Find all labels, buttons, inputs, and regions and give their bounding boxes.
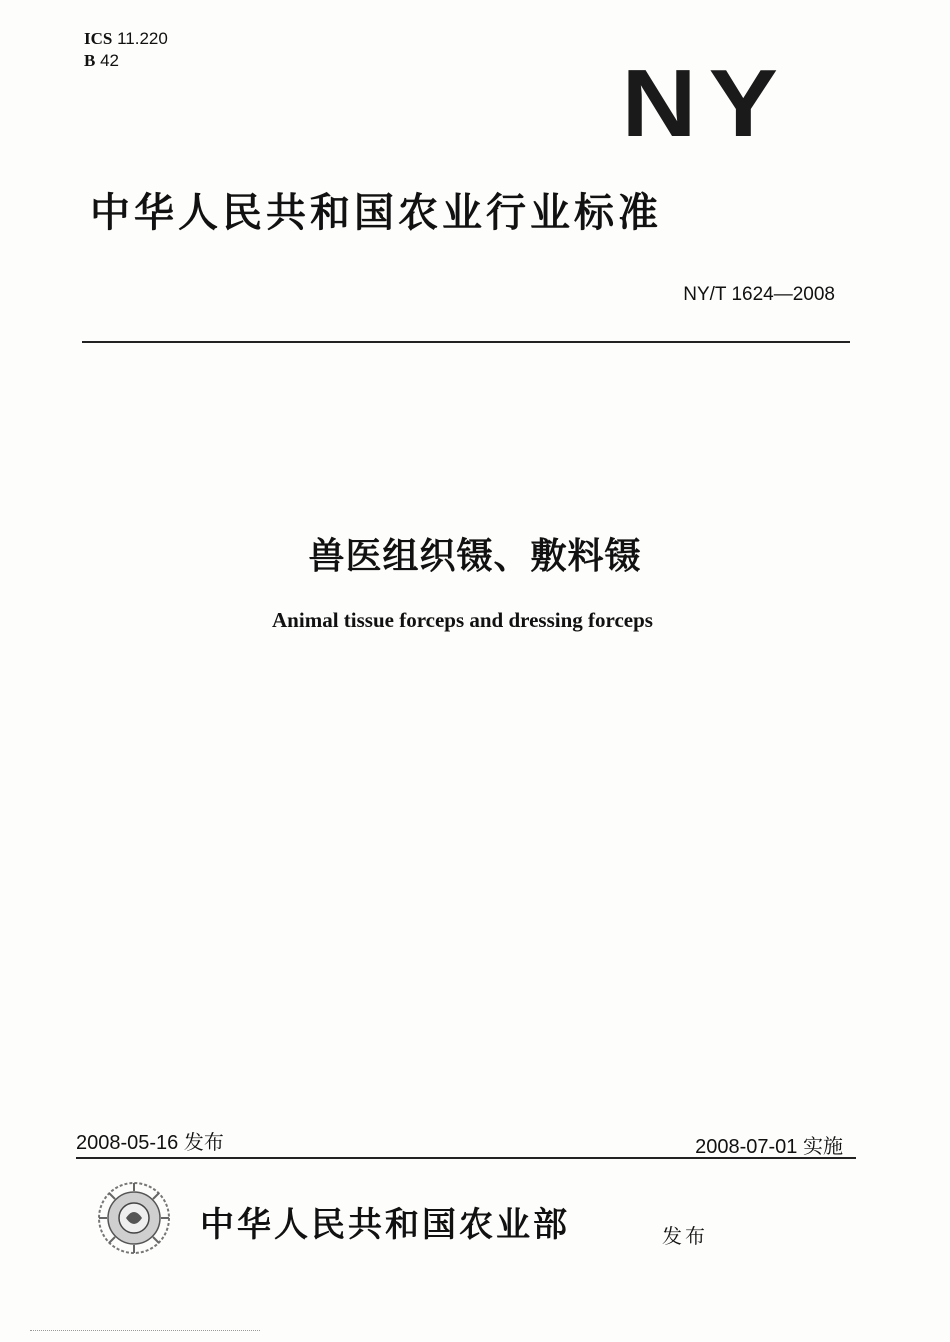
- document-title-cn: 兽医组织镊、敷料镊: [308, 536, 642, 577]
- ny-logo: NY: [621, 50, 790, 158]
- publisher-name: 中华人民共和国农业部: [200, 1205, 570, 1245]
- issue-date: 2008-05-16 发布: [76, 1132, 224, 1154]
- standard-category-title: 中华人民共和国农业行业标准: [90, 190, 662, 236]
- ics-code: ICS 11.220: [84, 29, 168, 48]
- implementation-date: 2008-07-01 实施: [695, 1136, 843, 1158]
- ccs-code: B 42: [84, 51, 119, 70]
- ministry-emblem-icon: [96, 1180, 172, 1256]
- scan-edge-mark: [30, 1330, 260, 1331]
- top-divider: [82, 341, 850, 343]
- bottom-divider: [76, 1157, 856, 1159]
- standard-number: NY/T 1624—2008: [683, 284, 835, 305]
- classification-codes: [84, 28, 168, 72]
- document-title-en: Animal tissue forceps and dressing forceps: [272, 608, 653, 632]
- publish-label: 发布: [662, 1224, 708, 1248]
